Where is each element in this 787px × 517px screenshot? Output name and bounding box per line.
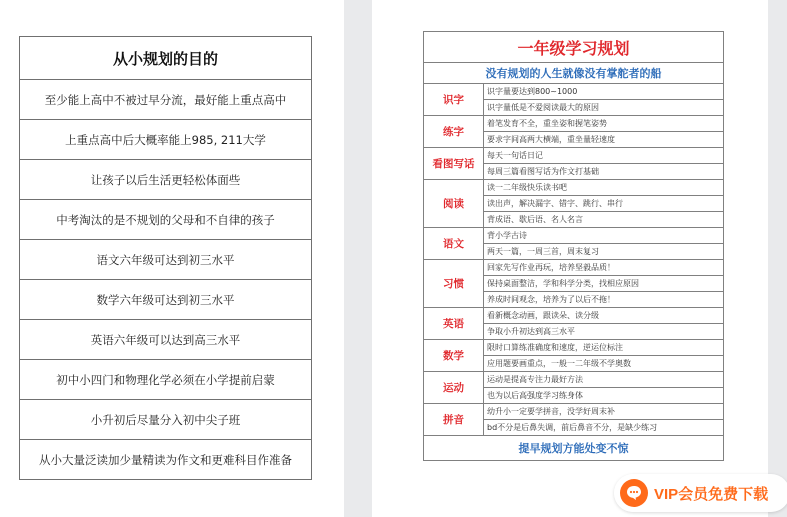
plan-table-subtitle: 没有规划的人生就像没有掌舵者的船 bbox=[424, 63, 724, 84]
purpose-row-text: 数学六年级可达到初三水平 bbox=[20, 280, 312, 320]
plan-item: 每天一句话日记 bbox=[484, 148, 724, 164]
purpose-row-text: 至少能上高中不被过早分流，最好能上重点高中 bbox=[20, 80, 312, 120]
plan-item: 争取小升初达到高三水平 bbox=[484, 324, 724, 340]
plan-item: 限时口算练准确度和速度，逆运位标注 bbox=[484, 340, 724, 356]
plan-item: 两天一篇，一周三首，周末复习 bbox=[484, 244, 724, 260]
purpose-row-text: 语文六年级可达到初三水平 bbox=[20, 240, 312, 280]
plan-item: 回家先写作业再玩，培养坚毅品质！ bbox=[484, 260, 724, 276]
plan-category: 习惯 bbox=[424, 260, 484, 308]
plan-footer-row bbox=[424, 436, 724, 461]
plan-item: 读一二年级快乐读书吧 bbox=[484, 180, 724, 196]
plan-item: bd不分是后鼻失调，前后鼻音不分，是缺少练习 bbox=[484, 420, 724, 436]
plan-item: 养成时间观念，培养为了以后不拖！ bbox=[484, 292, 724, 308]
plan-item: 背成语、歇后语、名人名言 bbox=[484, 212, 724, 228]
plan-category: 运动 bbox=[424, 372, 484, 404]
purpose-row bbox=[20, 320, 312, 360]
purpose-row-text: 中考淘汰的是不规划的父母和不自律的孩子 bbox=[20, 200, 312, 240]
plan-category: 拼音 bbox=[424, 404, 484, 436]
purpose-row bbox=[20, 400, 312, 440]
plan-item: 读出声，解决漏字、错字、跳行、串行 bbox=[484, 196, 724, 212]
purpose-row bbox=[20, 360, 312, 400]
plan-row bbox=[424, 260, 724, 276]
plan-category: 看图写话 bbox=[424, 148, 484, 180]
left-document-page bbox=[0, 0, 344, 517]
plan-item: 每周三篇看图写话为作文打基础 bbox=[484, 164, 724, 180]
plan-row bbox=[424, 404, 724, 420]
plan-category: 练字 bbox=[424, 116, 484, 148]
purpose-row-text: 从小大量泛读加少量精读为作文和更难科目作准备 bbox=[20, 440, 312, 480]
plan-category: 阅读 bbox=[424, 180, 484, 228]
first-grade-plan-table bbox=[423, 31, 724, 461]
purpose-row bbox=[20, 160, 312, 200]
plan-item: 也为以后高强度学习练身体 bbox=[484, 388, 724, 404]
plan-item: 要求字间高两大横端，重坐量轻速度 bbox=[484, 132, 724, 148]
plan-footer: 提早规划方能处变不惊 bbox=[424, 436, 724, 461]
plan-row bbox=[424, 116, 724, 132]
plan-row bbox=[424, 372, 724, 388]
plan-item: 看新概念动画，跟读朵、读分级 bbox=[484, 308, 724, 324]
purpose-row-text: 英语六年级可以达到高三水平 bbox=[20, 320, 312, 360]
plan-row bbox=[424, 340, 724, 356]
purpose-row-text: 小升初后尽量分入初中尖子班 bbox=[20, 400, 312, 440]
plan-item: 识字量要达到800~1000 bbox=[484, 84, 724, 100]
purpose-row bbox=[20, 280, 312, 320]
chat-bubble-icon bbox=[620, 479, 648, 507]
plan-category: 英语 bbox=[424, 308, 484, 340]
plan-row bbox=[424, 228, 724, 244]
plan-row bbox=[424, 180, 724, 196]
purpose-row bbox=[20, 200, 312, 240]
plan-table-title: 一年级学习规划 bbox=[424, 32, 724, 63]
purpose-row-text: 让孩子以后生活更轻松体面些 bbox=[20, 160, 312, 200]
vip-download-label[interactable]: VIP会员免费下载 bbox=[654, 485, 769, 503]
purpose-row bbox=[20, 440, 312, 480]
plan-item: 背小学古诗 bbox=[484, 228, 724, 244]
vip-download-badge[interactable] bbox=[614, 474, 787, 512]
purpose-table bbox=[19, 36, 312, 480]
purpose-row-text: 初中小四门和物理化学必须在小学提前启蒙 bbox=[20, 360, 312, 400]
plan-item: 运动是提高专注力最好方法 bbox=[484, 372, 724, 388]
plan-item: 着笔发育不全，重坐姿和握笔姿势 bbox=[484, 116, 724, 132]
plan-item: 幼升小一定要学拼音，没学好周末补 bbox=[484, 404, 724, 420]
plan-row bbox=[424, 84, 724, 100]
purpose-row bbox=[20, 80, 312, 120]
purpose-row-text: 上重点高中后大概率能上985, 211大学 bbox=[20, 120, 312, 160]
plan-item: 应用题要画重点，一般一二年级不学奥数 bbox=[484, 356, 724, 372]
plan-row bbox=[424, 148, 724, 164]
purpose-row bbox=[20, 120, 312, 160]
plan-row bbox=[424, 308, 724, 324]
purpose-row bbox=[20, 240, 312, 280]
plan-category: 数学 bbox=[424, 340, 484, 372]
plan-category: 语文 bbox=[424, 228, 484, 260]
plan-item: 保持桌面整洁，学和科学分类，找相应原因 bbox=[484, 276, 724, 292]
plan-category: 识字 bbox=[424, 84, 484, 116]
purpose-table-title: 从小规划的目的 bbox=[20, 37, 312, 80]
plan-item: 识字量低是不爱阅读最大的原因 bbox=[484, 100, 724, 116]
